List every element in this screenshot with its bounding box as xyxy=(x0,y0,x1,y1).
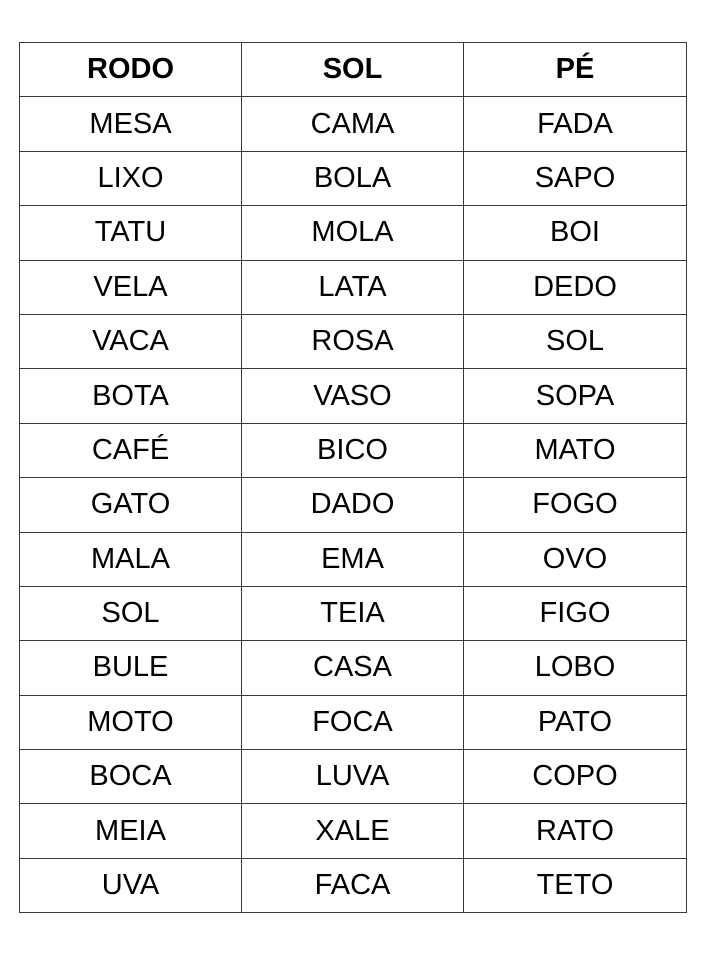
word-cell: COPO xyxy=(464,750,687,804)
word-cell: TETO xyxy=(464,858,687,912)
word-cell: CAFÉ xyxy=(20,423,242,477)
table-row xyxy=(20,423,687,477)
table-row xyxy=(20,260,687,314)
table-row xyxy=(20,532,687,586)
word-cell: PATO xyxy=(464,695,687,749)
column-header-3: PÉ xyxy=(464,43,687,97)
word-cell: SOPA xyxy=(464,369,687,423)
table-row xyxy=(20,206,687,260)
word-cell: MALA xyxy=(20,532,242,586)
word-cell: LUVA xyxy=(242,750,464,804)
word-cell: FOGO xyxy=(464,478,687,532)
word-cell: MATO xyxy=(464,423,687,477)
word-cell: FIGO xyxy=(464,586,687,640)
word-cell: GATO xyxy=(20,478,242,532)
word-cell: BOI xyxy=(464,206,687,260)
word-cell: ROSA xyxy=(242,314,464,368)
word-cell: TEIA xyxy=(242,586,464,640)
word-table xyxy=(19,42,687,913)
table-header xyxy=(20,43,687,97)
word-cell: RATO xyxy=(464,804,687,858)
word-cell: VELA xyxy=(20,260,242,314)
word-cell: SOL xyxy=(20,586,242,640)
word-cell: SOL xyxy=(464,314,687,368)
word-cell: SAPO xyxy=(464,151,687,205)
word-cell: BULE xyxy=(20,641,242,695)
word-cell: MEIA xyxy=(20,804,242,858)
table-row xyxy=(20,858,687,912)
table-row xyxy=(20,478,687,532)
word-cell: MOLA xyxy=(242,206,464,260)
word-cell: XALE xyxy=(242,804,464,858)
table-row xyxy=(20,369,687,423)
word-cell: DEDO xyxy=(464,260,687,314)
table-row xyxy=(20,97,687,151)
word-cell: LOBO xyxy=(464,641,687,695)
word-cell: MESA xyxy=(20,97,242,151)
word-cell: BOLA xyxy=(242,151,464,205)
word-cell: CAMA xyxy=(242,97,464,151)
word-cell: VASO xyxy=(242,369,464,423)
table-row xyxy=(20,151,687,205)
table-body xyxy=(20,97,687,913)
word-cell: TATU xyxy=(20,206,242,260)
word-cell: UVA xyxy=(20,858,242,912)
word-cell: FACA xyxy=(242,858,464,912)
table-row xyxy=(20,314,687,368)
word-cell: BOTA xyxy=(20,369,242,423)
word-cell: BOCA xyxy=(20,750,242,804)
word-cell: OVO xyxy=(464,532,687,586)
word-cell: BICO xyxy=(242,423,464,477)
word-cell: FADA xyxy=(464,97,687,151)
word-cell: LATA xyxy=(242,260,464,314)
word-cell: MOTO xyxy=(20,695,242,749)
header-row xyxy=(20,43,687,97)
word-cell: DADO xyxy=(242,478,464,532)
word-cell: EMA xyxy=(242,532,464,586)
table-row xyxy=(20,695,687,749)
table-row xyxy=(20,804,687,858)
word-cell: LIXO xyxy=(20,151,242,205)
table-row xyxy=(20,641,687,695)
word-cell: FOCA xyxy=(242,695,464,749)
table-row xyxy=(20,750,687,804)
table-row xyxy=(20,586,687,640)
word-cell: CASA xyxy=(242,641,464,695)
column-header-1: RODO xyxy=(20,43,242,97)
word-cell: VACA xyxy=(20,314,242,368)
column-header-2: SOL xyxy=(242,43,464,97)
